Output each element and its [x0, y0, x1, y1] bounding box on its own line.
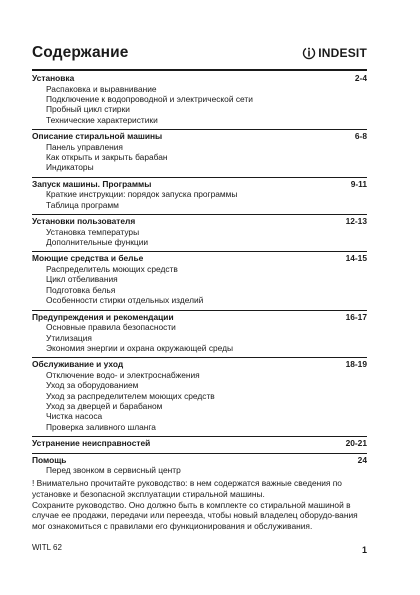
toc-section-heading[interactable] [32, 131, 367, 142]
indesit-logo-icon [302, 46, 316, 60]
toc-section-pages: 20-21 [345, 438, 367, 449]
toc-item[interactable]: Утилизация [46, 332, 92, 343]
toc-item[interactable]: Краткие инструкции: порядок запуска программы [46, 189, 238, 200]
toc-item[interactable]: Уход за дверцей и барабаном [46, 401, 163, 412]
toc-item[interactable]: Перед звонком в сервисный центр [46, 465, 181, 476]
toc-section-pages: 6-8 [354, 131, 367, 142]
note-keep-manual: Сохраните руководство. Оно должно быть в комплекте со стиральной машиной в случае ее продажи, передачи или переезда, чтобы новый владелец оборудо-вания мог ознакомиться с правилами его функционирования и обслуживания. [32, 499, 358, 532]
page-number: 1 [361, 545, 367, 555]
toc-item[interactable]: Цикл отбеливания [46, 274, 118, 285]
toc-section-title: Запуск машины. Программы [32, 178, 152, 189]
safety-note [32, 478, 367, 532]
toc-section-pages: 14-15 [345, 253, 367, 264]
model-number: WITL 62 [32, 543, 62, 552]
toc-item[interactable]: Уход за распределителем моющих средств [46, 390, 215, 401]
note-warning: ! Внимательно прочитайте руководство: в нем содержатся важные сведения по установке и безопасной эксплуатации стиральной машины. [32, 478, 342, 499]
toc-section [32, 129, 367, 177]
toc-section-heading[interactable] [32, 179, 367, 190]
toc-item-list [32, 189, 367, 210]
page-header [32, 44, 367, 70]
toc-section-pages: 16-17 [345, 311, 367, 322]
toc-item[interactable]: Установка температуры [46, 226, 140, 237]
toc-item[interactable]: Экономия энергии и охрана окружающей среды [46, 342, 234, 353]
toc-section [32, 357, 367, 436]
toc-item-list [32, 264, 367, 306]
toc-section-title: Установка [32, 73, 75, 83]
toc-item-list [32, 465, 367, 475]
page-title: Содержание [32, 44, 129, 61]
toc-item[interactable]: Проверка заливного шланга [46, 421, 156, 432]
toc-section-title: Моющие средства и белье [32, 253, 144, 264]
toc-item[interactable]: Особенности стирки отдельных изделий [46, 295, 204, 306]
toc-section-title: Обслуживание и уход [32, 359, 124, 370]
toc-item[interactable]: Индикаторы [46, 162, 94, 173]
toc-section-title: Предупреждения и рекомендации [32, 311, 174, 322]
toc-item[interactable]: Чистка насоса [46, 411, 103, 422]
toc-section-heading[interactable] [32, 216, 367, 227]
toc-section-title: Помощь [32, 454, 67, 465]
toc-item[interactable]: Отключение водо- и электроснабжения [46, 369, 200, 380]
toc-item[interactable]: Распаковка и выравнивание [46, 83, 157, 94]
toc-section-heading[interactable] [32, 359, 367, 370]
toc-section [32, 453, 367, 480]
toc-item[interactable]: Дополнительные функции [46, 237, 149, 248]
toc-item[interactable]: Панель управления [46, 141, 123, 152]
toc-item[interactable]: Распределитель моющих средств [46, 263, 178, 274]
toc-item-list [32, 84, 367, 126]
toc-section-pages: 18-19 [345, 359, 367, 370]
toc-section-title: Описание стиральной машины [32, 131, 163, 142]
toc-section-heading[interactable] [32, 455, 367, 466]
toc-item[interactable]: Основные правила безопасности [46, 322, 176, 333]
toc-item-list [32, 370, 367, 432]
toc-section [32, 214, 367, 251]
toc-section [32, 72, 367, 129]
toc-section-pages: 2-4 [354, 73, 367, 83]
toc-section-heading[interactable] [32, 73, 367, 84]
toc-item[interactable]: Пробный цикл стирки [46, 104, 130, 115]
toc-section [32, 251, 367, 309]
table-of-contents [32, 72, 367, 480]
toc-item[interactable]: Подключение к водопроводной и электрической сети [46, 93, 253, 104]
toc-item-list [32, 227, 367, 248]
toc-section [32, 436, 367, 453]
toc-section-heading[interactable] [32, 438, 367, 449]
toc-section-heading[interactable] [32, 253, 367, 264]
toc-item-list [32, 322, 367, 353]
toc-item[interactable]: Технические характеристики [46, 114, 158, 125]
toc-section-pages: 24 [357, 454, 367, 465]
toc-section-title: Установки пользователя [32, 216, 136, 227]
toc-item-list [32, 142, 367, 173]
manual-page [32, 0, 367, 595]
toc-item[interactable]: Как открыть и закрыть барабан [46, 152, 168, 163]
toc-section-pages: 9-11 [350, 178, 367, 189]
toc-section-pages: 12-13 [345, 216, 367, 227]
brand-name: INDESIT [318, 46, 367, 60]
toc-item[interactable]: Таблица программ [46, 199, 119, 210]
toc-item[interactable]: Уход за оборудованием [46, 380, 139, 391]
header-divider [32, 69, 367, 71]
brand-logo [302, 46, 367, 60]
toc-section [32, 177, 367, 214]
toc-item[interactable]: Подготовка белья [46, 284, 116, 295]
toc-section-title: Устранение неисправностей [32, 438, 151, 449]
toc-section-heading[interactable] [32, 312, 367, 323]
toc-section [32, 310, 367, 358]
